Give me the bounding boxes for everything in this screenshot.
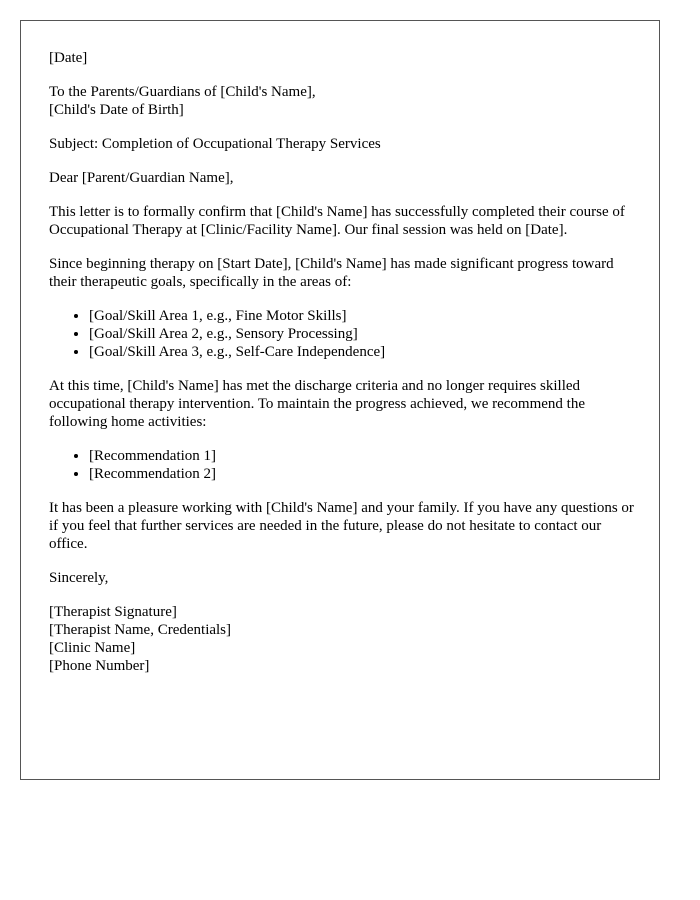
paragraph-completion: This letter is to formally confirm that [Child's Name] has successfully completed their course of Occupational Therapy at [Clinic/Facility Name]. Our final session was held on [Date]. xyxy=(49,204,625,238)
paragraph-progress: Since beginning therapy on [Start Date], [Child's Name] has made significant progress toward their therapeutic goals, specifically in the areas of: xyxy=(49,256,614,290)
signature-block xyxy=(49,603,635,675)
recipient-block xyxy=(49,83,635,119)
recommendation-item: • [Recommendation 1] xyxy=(89,447,635,465)
salutation: Dear [Parent/Guardian Name], xyxy=(49,170,234,186)
recommendations-list xyxy=(49,447,635,483)
letter-page xyxy=(20,20,660,780)
paragraph-discharge: At this time, [Child's Name] has met the discharge criteria and no longer requires skilled occupational therapy intervention. To maintain the progress achieved, we recommend the following home activities: xyxy=(49,378,585,430)
recommendation-item: • [Recommendation 2] xyxy=(89,465,635,483)
salutation-block xyxy=(49,169,635,187)
recipient-line: To the Parents/Guardians of [Child's Name], xyxy=(49,84,316,100)
goal-item: • [Goal/Skill Area 1, e.g., Fine Motor Skills] xyxy=(89,307,635,325)
subject-line: Subject: Completion of Occupational Therapy Services xyxy=(49,136,381,152)
closing-block xyxy=(49,569,635,587)
recipient-dob-line: [Child's Date of Birth] xyxy=(49,102,184,118)
paragraph-closing-remarks: It has been a pleasure working with [Child's Name] and your family. If you have any questions or if you feel that further services are needed in the future, please do not hesitate to contact our office. xyxy=(49,500,634,552)
goal-item: • [Goal/Skill Area 2, e.g., Sensory Processing] xyxy=(89,325,635,343)
subject-block xyxy=(49,135,635,153)
clinic-name: [Clinic Name] xyxy=(49,640,136,656)
letter-date-block xyxy=(49,49,635,67)
closing: Sincerely, xyxy=(49,570,109,586)
therapist-name: [Therapist Name, Credentials] xyxy=(49,622,232,638)
therapist-signature: [Therapist Signature] xyxy=(49,604,177,620)
goals-list xyxy=(49,307,635,361)
letter-content xyxy=(49,49,635,691)
phone-number: [Phone Number] xyxy=(49,658,150,674)
letter-date: [Date] xyxy=(49,50,88,66)
goal-item: • [Goal/Skill Area 3, e.g., Self-Care Independence] xyxy=(89,343,635,361)
